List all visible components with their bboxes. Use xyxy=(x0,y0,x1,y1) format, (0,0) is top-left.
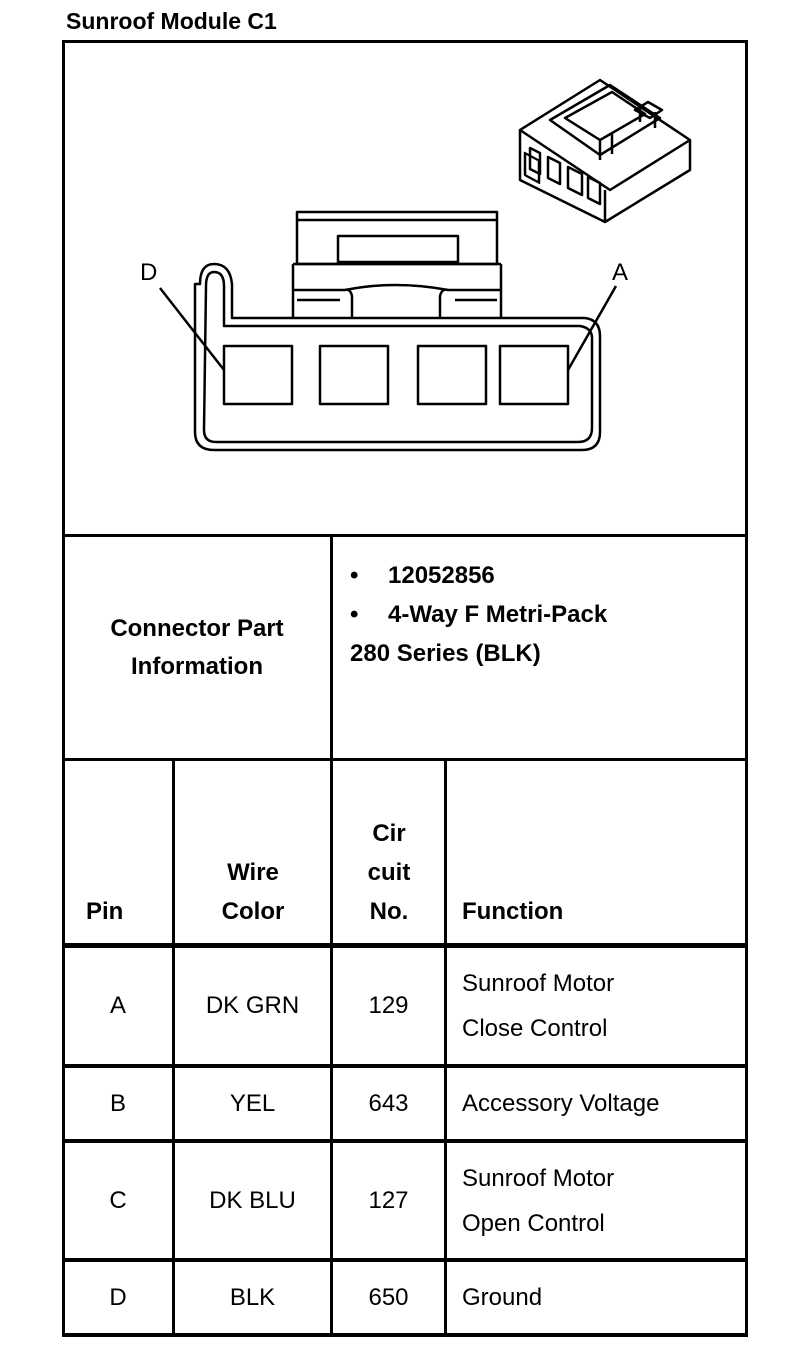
table-row-pin: B xyxy=(109,1089,126,1117)
function-line2: Open Control xyxy=(462,1209,605,1237)
table-row-function: Ground xyxy=(462,1283,543,1311)
cavity-b xyxy=(418,346,486,404)
header-function: Function xyxy=(462,898,564,925)
header-pin: Pin xyxy=(86,898,124,925)
table-row-circuit: 643 xyxy=(368,1089,409,1117)
bullet: • xyxy=(350,562,359,589)
leader-line-d xyxy=(160,288,224,370)
connector-iso-view xyxy=(520,80,690,222)
connector-body-inner xyxy=(204,272,592,442)
frame-bottom-border xyxy=(62,1333,748,1337)
connector-info-item xyxy=(350,556,607,595)
table-row-function xyxy=(462,948,742,1064)
connector-info-label xyxy=(64,538,330,758)
divider-info xyxy=(62,758,748,761)
header-wire-color xyxy=(176,853,330,931)
connector-info-item xyxy=(350,595,607,634)
header-circuit-no xyxy=(334,814,444,931)
page-title: Sunroof Module C1 xyxy=(66,8,277,34)
table-row-circuit: 127 xyxy=(368,1186,409,1214)
table-row-function: Accessory Voltage xyxy=(462,1089,660,1117)
table-row-wire: YEL xyxy=(229,1089,276,1117)
table-row-circuit: 650 xyxy=(368,1283,409,1311)
part-number: 12052856 xyxy=(388,562,495,589)
header-circuit-line1: Cir xyxy=(372,820,406,847)
connector-type: 4-Way F Metri-Pack xyxy=(388,601,608,628)
pin-label-a: A xyxy=(612,259,629,286)
header-wire-color-line2: Color xyxy=(221,898,285,925)
table-row-pin: A xyxy=(109,992,126,1019)
latch-window xyxy=(338,236,458,262)
table-row-wire: DK GRN xyxy=(205,992,300,1019)
header-wire-color-line1: Wire xyxy=(227,859,279,886)
connector-info-label-line2: Information xyxy=(131,653,263,680)
table-row-function xyxy=(462,1143,742,1258)
connector-body-outer xyxy=(195,264,600,450)
table-row-pin: C xyxy=(109,1186,127,1214)
function-line1: Sunroof Motor xyxy=(462,1164,615,1192)
function-line2: Close Control xyxy=(462,1015,608,1042)
connector-series: 280 Series (BLK) xyxy=(350,640,541,667)
divider-diagram xyxy=(62,534,748,537)
function-line1: Sunroof Motor xyxy=(462,970,615,997)
table-row-pin: D xyxy=(109,1283,127,1311)
header-circuit-line2: cuit xyxy=(367,859,411,886)
table-row-circuit: 129 xyxy=(368,992,409,1019)
bullet: • xyxy=(350,601,359,628)
connector-info-list xyxy=(350,556,607,673)
connector-diagram xyxy=(0,0,800,530)
table-row-wire: BLK xyxy=(229,1283,276,1311)
connector-info-label-line1: Connector Part xyxy=(110,615,284,642)
cavity-a xyxy=(500,346,568,404)
divider-info-vertical xyxy=(330,534,333,761)
pin-label-d: D xyxy=(140,259,158,286)
col-divider-3 xyxy=(444,758,447,1336)
cavity-d xyxy=(224,346,292,404)
table-row-wire: DK BLU xyxy=(209,1186,296,1214)
header-circuit-line3: No. xyxy=(369,898,409,925)
cavity-c xyxy=(320,346,388,404)
